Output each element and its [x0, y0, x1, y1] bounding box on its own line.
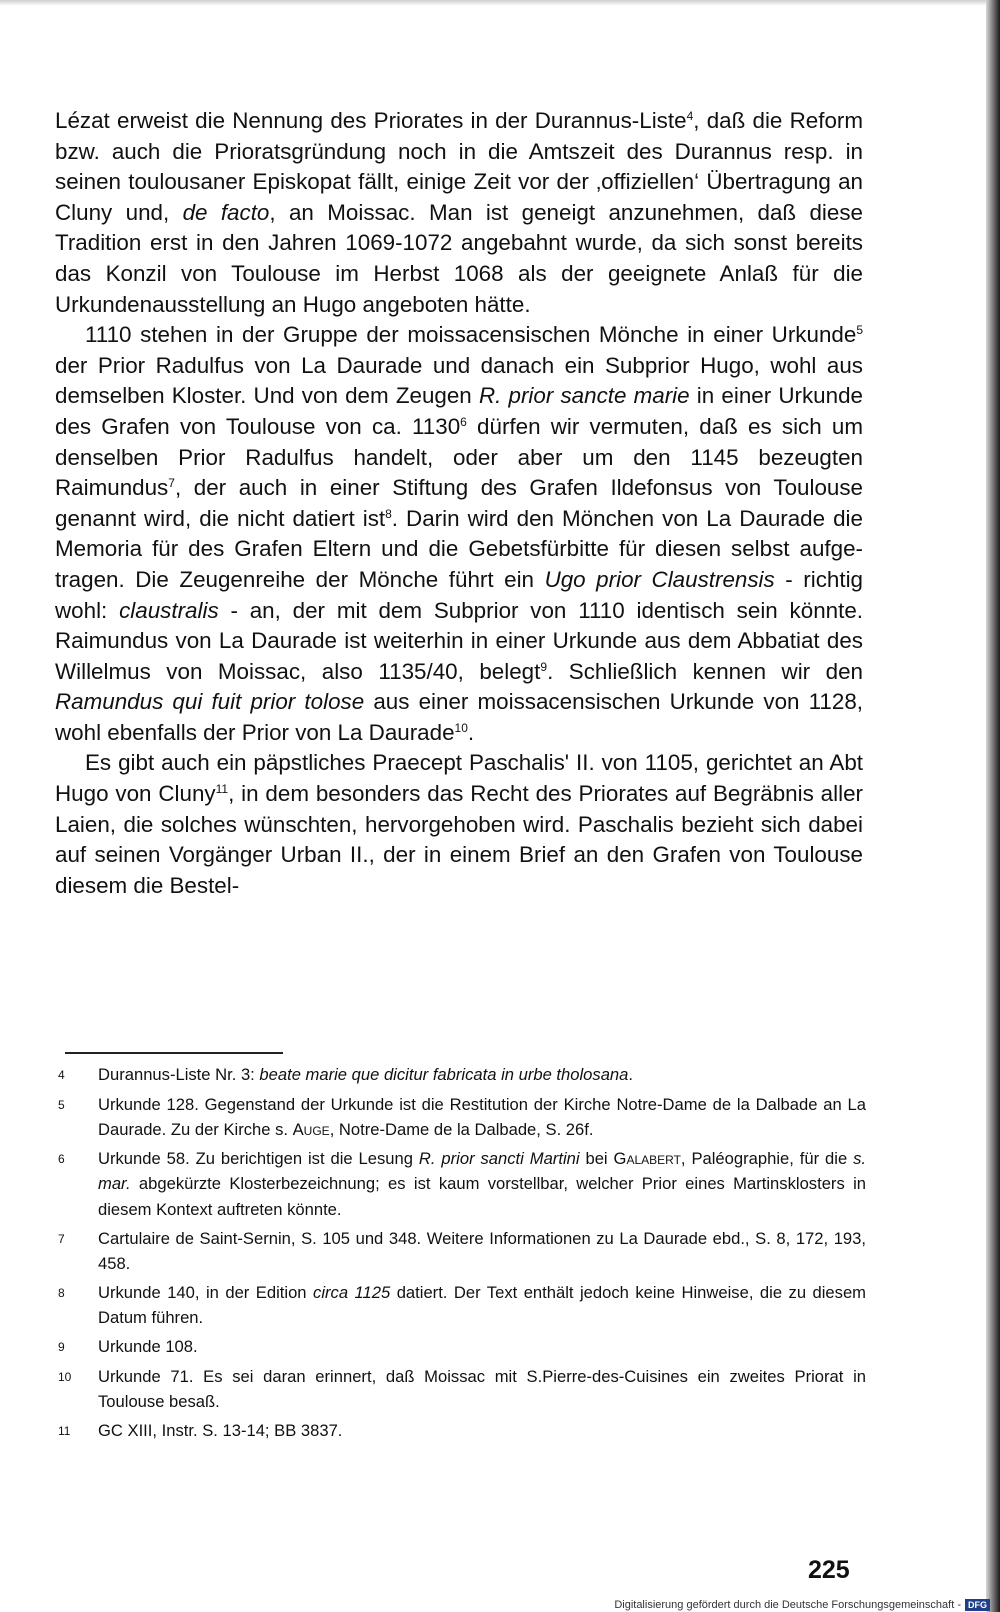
footnote-ref: 5 [856, 323, 863, 338]
text-run: datiert. Der Text enthält jedoch keine Hinweise, die zu diesem Datum führen. [98, 1282, 867, 1328]
italic-text: R. prior sancti Martini [418, 1148, 580, 1168]
text-run: Lézat erweist die Nennung des Priorates in der Durannus-Liste [55, 108, 687, 133]
text-run: . [628, 1065, 634, 1084]
footnote-ref: 10 [454, 720, 468, 735]
footnote-ref: 9 [540, 659, 548, 674]
text-run: GC XIII, Instr. S. 13-14; BB 3837. [98, 1420, 343, 1440]
scan-right-edge [986, 0, 1000, 1612]
footnote-number: 4 [58, 1068, 65, 1082]
footnote-text [98, 1146, 866, 1223]
footnote-ref: 11 [215, 782, 229, 797]
page-number: 225 [808, 1556, 850, 1584]
footnote-ref: 6 [460, 414, 467, 429]
footnotes [58, 1062, 866, 1447]
footnote-number: 11 [58, 1423, 71, 1438]
text-run: Cartulaire de Saint-Sernin, S. 105 und 348. Weitere Informationen zu La Daurade ebd., S. 8, 172, 193, 458. [98, 1228, 866, 1274]
footnote-number: 7 [58, 1231, 65, 1246]
text-run: abgekürzte Klosterbezeichnung; es ist kaum vorstellbar, welcher Prior eines Martinsklosters in diesem Kontext auftreten könnte. [98, 1174, 866, 1219]
italic-text: Ramundus qui fuit prior tolose [55, 689, 365, 715]
footnote-7 [58, 1226, 866, 1277]
main-text [55, 106, 863, 901]
footnote-text [98, 1280, 866, 1331]
text-run: Urkunde 58. Zu berichtigen ist die Lesung [98, 1148, 419, 1168]
text-run: dürfen wir vermuten, daß es sich um denselben Prior Radulfus handelt, oder aber um den 1145 bezeugten Raimundus [55, 413, 863, 501]
text-run: . Darin wird den Mönchen von La Daurade die Memoria für des Grafen Eltern und die Gebetsfürbitte für diesen selbst aufgetragen. Die Zeugenreihe der Mönche führt ein [55, 505, 863, 592]
footnote-number: 9 [58, 1339, 65, 1354]
footnote-number: 6 [58, 1151, 65, 1166]
text-run: , der auch in einer Stiftung des Grafen Ildefonsus von Toulouse genannt wird, die nicht datiert ist [55, 475, 863, 531]
italic-text: claustralis [119, 597, 219, 623]
text-run: - richtig wohl: [55, 566, 863, 623]
dfg-logo-icon: DFG [965, 1599, 990, 1611]
italic-text: Ugo prior Claustrensis [544, 566, 775, 592]
text-run: . [467, 719, 475, 745]
paragraph-1 [55, 106, 863, 320]
footnote-11 [58, 1418, 866, 1445]
footnote-ref: 4 [686, 109, 694, 123]
footnote-ref: 7 [168, 476, 175, 491]
paragraph-2 [55, 320, 863, 748]
footnote-6 [58, 1146, 866, 1223]
small-caps-text: Galabert [613, 1148, 681, 1168]
text-run: aus einer moissacensischen Urkunde von 1128, wohl ebenfalls der Prior von La Daurade [55, 689, 863, 745]
footnote-5 [58, 1092, 866, 1143]
footnote-8 [58, 1280, 866, 1331]
footnote-number: 10 [58, 1369, 72, 1384]
footnote-4 [58, 1062, 866, 1089]
text-run: - an, der mit dem Subprior von 1110 identisch sein könnte. Raimundus von La Daurade ist weiterhin in einer Urkunde aus dem Abbatiat des Willelmus von Moissac, also 1135/40, belegt [55, 597, 864, 684]
italic-text: s. mar. [98, 1148, 867, 1194]
footnote-separator [65, 1052, 283, 1054]
footnote-10 [58, 1364, 866, 1415]
text-run: der Prior Radulfus von La Daurade und danach ein Subprior Hugo, wohl aus demselben Kloster. Und von dem Zeugen [55, 352, 863, 409]
text-run: Es gibt auch ein päpstliches Praecept Paschalis' II. von 1105, gerichtet an Abt Hugo von Cluny [55, 750, 863, 807]
text-run: 1110 stehen in der Gruppe der moissacensischen Mönche in einer Urkunde [85, 322, 857, 348]
text-run: Urkunde 128. Gegenstand der Urkunde ist die Restitution der Kirche Notre-Dame de la Dalbade an La Daurade. Zu der Kirche s. [98, 1094, 866, 1140]
text-run: , an Moissac. Man ist geneigt anzunehmen, daß diese Tradition erst in den Jahren 1069-1072 angebahnt wurde, da sich sonst bereits das Konzil von Toulouse im Herbst 1068 als der geeignete Anlaß für die Urkundenausstellung an Hugo angeboten hätte. [55, 199, 864, 317]
italic-text: circa 1125 [313, 1282, 391, 1302]
footnote-9 [58, 1334, 866, 1361]
text-run: , Paléographie, für die [680, 1148, 854, 1168]
text-run: , Notre-Dame de la Dalbade, S. 26f. [329, 1120, 594, 1140]
italic-text: de facto [182, 199, 270, 225]
footnote-number: 8 [58, 1285, 65, 1300]
footnote-text [98, 1062, 866, 1089]
text-run: , in dem besonders das Recht des Priorates auf Begräbnis aller Laien, die solches wünschten, hervorgehoben wird. Paschalis bezieht sich dabei auf seinen Vorgänger Urban II., der in einem Brief an den Grafen von Toulouse diesem die Bestel- [55, 781, 863, 898]
text-run: in einer Urkunde des Grafen von Toulouse von ca. 1130 [55, 383, 863, 439]
text-run: Urkunde 140, in der Edition [98, 1282, 314, 1302]
small-caps-text: Auge [292, 1120, 330, 1140]
text-run: . Schließlich kennen wir den [547, 658, 864, 684]
footnote-text [98, 1092, 866, 1143]
footnote-text [98, 1334, 866, 1361]
text-run: , daß die Reform bzw. auch die Prioratsgründung noch in die Amtszeit des Durannus resp. in seinen toulousaner Episkopat fällt, einige Zeit vor der ‚offiziellen‘ Übertragung an Cluny und, [55, 108, 863, 225]
scan-top-edge [0, 0, 1000, 6]
digitization-credit [614, 1599, 990, 1611]
footnote-number: 5 [58, 1097, 65, 1112]
footnote-ref: 8 [385, 506, 392, 521]
footnote-text [98, 1226, 866, 1277]
footnote-text [98, 1364, 866, 1415]
paragraph-3 [55, 748, 863, 901]
italic-text: R. prior sancte marie [478, 383, 690, 409]
text-run: Urkunde 108. [98, 1336, 198, 1356]
credit-text: Digitalisierung gefördert durch die Deutsche Forschungsgemeinschaft - [614, 1599, 961, 1611]
text-run: bei [579, 1148, 614, 1168]
italic-text: beate marie que dicitur fabricata in urbe tholosana [259, 1065, 629, 1084]
footnote-text [98, 1418, 866, 1445]
text-run: Urkunde 71. Es sei daran erinnert, daß Moissac mit S.Pierre-des-Cuisines ein zweites Priorat in Toulouse besaß. [98, 1366, 866, 1412]
text-run: Durannus-Liste Nr. 3: [98, 1065, 260, 1084]
